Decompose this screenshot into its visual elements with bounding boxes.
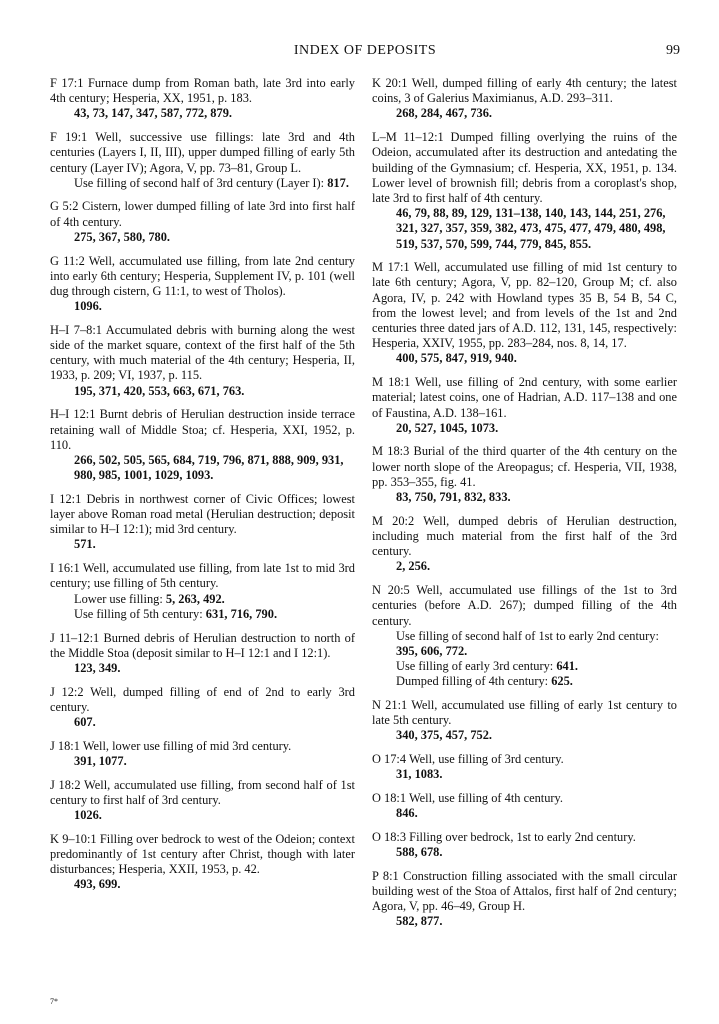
page-header — [50, 43, 680, 63]
catalogue-numbers: 266, 502, 505, 565, 684, 719, 796, 871, 888, 909, 931, 980, 985, 1001, 1029, 1093. — [74, 452, 344, 483]
deposit-entry — [50, 561, 355, 622]
catalogue-numbers: 43, 73, 147, 347, 587, 772, 879. — [74, 106, 232, 121]
deposit-entry — [50, 631, 355, 677]
deposit-entry — [50, 76, 355, 122]
catalogue-numbers: 391, 1077. — [74, 753, 127, 768]
catalogue-numbers: 340, 375, 457, 752. — [396, 728, 493, 743]
deposit-description: J 12:2 Well, dumped filling of end of 2nd to early 3rd century. — [50, 684, 355, 714]
deposit-description: M 17:1 Well, accumulated use filling of mid 1st century to late 6th century; Agora, V, pp. 82–120, Group M; cf. also Agora, IV, p. 242 with Howland types 35 B, 54 B, 54 C, from the lowest level; and from levels of the 1st and 2nd centuries three dated jars of A.D. 112, 131, 145, respectively: Hesperia, XXIV, 1955, pp. 283–284, nos. 8, 14, 17. — [372, 260, 677, 351]
catalogue-numbers: 571. — [74, 537, 96, 552]
deposit-entry — [372, 583, 677, 689]
signature-mark: 7* — [50, 997, 58, 1006]
catalogue-numbers: 195, 371, 420, 553, 663, 671, 763. — [74, 383, 245, 398]
catalogue-numbers: 582, 877. — [396, 914, 443, 929]
deposit-entry — [50, 199, 355, 245]
deposit-entry — [50, 323, 355, 399]
deposit-description: G 5:2 Cistern, lower dumped filling of late 3rd into first half of 4th century. — [50, 199, 355, 229]
deposit-description: H–I 7–8:1 Accumulated debris with burning along the west side of the market square, context of the first half of the 5th century, with much material of the 4th century; Hesperia, II, 1933, p. 209; VI, 1937, p. 115. — [50, 322, 355, 383]
catalogue-numbers: 625. — [551, 674, 573, 689]
catalogue-numbers: 2, 256. — [396, 559, 431, 574]
catalogue-numbers: 400, 575, 847, 919, 940. — [396, 351, 517, 366]
deposit-entry — [50, 778, 355, 824]
catalogue-numbers: 395, 606, 772. — [396, 643, 468, 658]
deposit-description: O 17:4 Well, use filling of 3rd century. — [372, 752, 564, 767]
catalogue-numbers: 631, 716, 790. — [205, 606, 278, 621]
page-number: 99 — [666, 43, 680, 58]
sub-filling — [50, 607, 355, 622]
catalogue-numbers: 46, 79, 88, 89, 129, 131–138, 140, 143, 144, 251, 276, 321, 327, 357, 359, 382, 473, 475, 477, 479, 480, 498, 519, 537, 570, 599, 744, 779, 845, 855. — [396, 206, 666, 251]
deposit-description: I 16:1 Well, accumulated use filling, from late 1st to mid 3rd century; use filling of 5th century. — [50, 561, 355, 591]
catalogue-numbers: 846. — [396, 806, 418, 821]
deposit-description: O 18:3 Filling over bedrock, 1st to early 2nd century. — [372, 829, 636, 844]
deposit-entry — [50, 739, 355, 769]
deposit-description: O 18:1 Well, use filling of 4th century. — [372, 791, 564, 806]
catalogue-numbers: 5, 263, 492. — [165, 591, 225, 606]
deposit-description: M 20:2 Well, dumped debris of Herulian destruction, including much material from the first half of the 3rd century. — [372, 513, 677, 559]
deposit-entry — [50, 130, 355, 191]
catalogue-numbers: 1026. — [74, 808, 102, 823]
deposit-entry — [372, 130, 677, 252]
deposit-description: J 18:2 Well, accumulated use filling, from second half of 1st century to first half of 3rd century. — [50, 777, 355, 807]
sub-filling — [372, 629, 677, 659]
catalogue-numbers: 123, 349. — [74, 660, 121, 675]
deposit-entry — [372, 444, 677, 505]
catalogue-numbers: 275, 367, 580, 780. — [74, 229, 171, 244]
deposit-description: L–M 11–12:1 Dumped filling overlying the ruins of the Odeion, accumulated after its destruction and antedating the building of the Gymnasium; cf. Hesperia, XX, 1951, p. 134. Lower level of brownish fill; debris from a coroplast's shop, late 3rd to first half of 4th century. — [372, 130, 677, 205]
deposit-entry — [372, 791, 677, 821]
sub-filling-label: Dumped filling of 4th century: — [396, 674, 552, 689]
sub-filling — [50, 592, 355, 607]
deposit-entry — [50, 685, 355, 731]
deposit-description: P 8:1 Construction filling associated with the small circular building west of the Stoa of Attalos, first half of 2nd century; Agora, V, pp. 46–49, Group H. — [372, 868, 677, 914]
deposit-description: F 17:1 Furnace dump from Roman bath, late 3rd into early 4th century; Hesperia, XX, 1951, p. 183. — [50, 76, 355, 106]
deposit-entry — [50, 407, 355, 483]
deposit-description: K 20:1 Well, dumped filling of early 4th century; the latest coins, 3 of Galerius Maximianus, A.D. 293–311. — [372, 76, 677, 106]
sub-filling — [50, 176, 355, 191]
deposit-description: G 11:2 Well, accumulated use filling, from late 2nd century into early 6th century; Hesperia, Supplement IV, p. 101 (well dug through cistern, G 11:1, to west of Tholos). — [50, 253, 355, 298]
deposit-entry — [372, 869, 677, 930]
deposit-entry — [372, 830, 677, 860]
deposit-description: N 21:1 Well, accumulated use filling of early 1st century to late 5th century. — [372, 698, 677, 728]
running-title: INDEX OF DEPOSITS — [293, 43, 437, 58]
deposit-entry — [372, 76, 677, 122]
sub-filling-label: Use filling of second half of 3rd century (Layer I): — [74, 175, 328, 190]
catalogue-numbers: 607. — [74, 715, 96, 730]
deposit-description: M 18:1 Well, use filling of 2nd century, with some earlier material; latest coins, one of Hadrian, A.D. 117–138 and one of Faustina, A.D. 138–161. — [372, 375, 677, 420]
catalogue-numbers: 83, 750, 791, 832, 833. — [396, 490, 511, 505]
catalogue-numbers: 641. — [556, 659, 579, 674]
catalogue-numbers: 817. — [327, 175, 349, 190]
sub-filling-label: Lower use filling: — [74, 591, 166, 606]
sub-filling-label: Use filling of second half of 1st to early 2nd century: — [396, 628, 659, 643]
catalogue-numbers: 493, 699. — [74, 877, 121, 892]
deposit-description: F 19:1 Well, successive use fillings: late 3rd and 4th centuries (Layers I, II, III), upper dumped filling of early 5th century (Layer IV); Agora, V, pp. 73–81, Group L. — [50, 130, 355, 175]
sub-filling-label: Use filling of 5th century: — [74, 606, 206, 621]
sub-filling — [372, 674, 677, 689]
deposit-entry — [372, 698, 677, 744]
deposit-entry — [372, 514, 677, 575]
catalogue-numbers: 20, 527, 1045, 1073. — [396, 420, 499, 435]
deposit-description: H–I 12:1 Burnt debris of Herulian destruction inside terrace retaining wall of Middle Stoa; cf. Hesperia, XXI, 1952, p. 110. — [50, 407, 355, 452]
deposit-description: I 12:1 Debris in northwest corner of Civic Offices; lowest layer above Roman road metal (Herulian destruction; deposit similar to H–I 12:1); mid 3rd century. — [50, 491, 355, 537]
catalogue-numbers: 1096. — [74, 299, 102, 314]
deposit-entry — [50, 492, 355, 553]
deposit-description: N 20:5 Well, accumulated use fillings of the 1st to 3rd centuries (before A.D. 267); dumped filling of the 4th century. — [372, 583, 677, 628]
left-column — [50, 76, 355, 901]
deposit-description: K 9–10:1 Filling over bedrock to west of the Odeion; context predominantly of 1st century after Christ, though with later disturbances; Hesperia, XXII, 1953, p. 42. — [50, 831, 355, 877]
deposit-entry — [372, 752, 677, 782]
deposit-description: M 18:3 Burial of the third quarter of the 4th century on the lower north slope of the Areopagus; cf. Hesperia, VII, 1938, pp. 353–355, fig. 41. — [372, 444, 677, 489]
sub-filling — [372, 659, 677, 674]
deposit-entry — [50, 254, 355, 315]
catalogue-numbers: 31, 1083. — [396, 767, 443, 782]
deposit-description: J 18:1 Well, lower use filling of mid 3rd century. — [50, 738, 292, 753]
catalogue-numbers: 268, 284, 467, 736. — [396, 106, 493, 121]
deposit-entry — [372, 260, 677, 366]
catalogue-numbers: 588, 678. — [396, 845, 443, 860]
deposit-entry — [372, 375, 677, 436]
sub-filling-label: Use filling of early 3rd century: — [396, 659, 557, 674]
deposit-description: J 11–12:1 Burned debris of Herulian destruction to north of the Middle Stoa (deposit similar to H–I 12:1 and I 12:1). — [50, 630, 355, 660]
deposit-entry — [50, 832, 355, 893]
right-column — [372, 76, 677, 938]
